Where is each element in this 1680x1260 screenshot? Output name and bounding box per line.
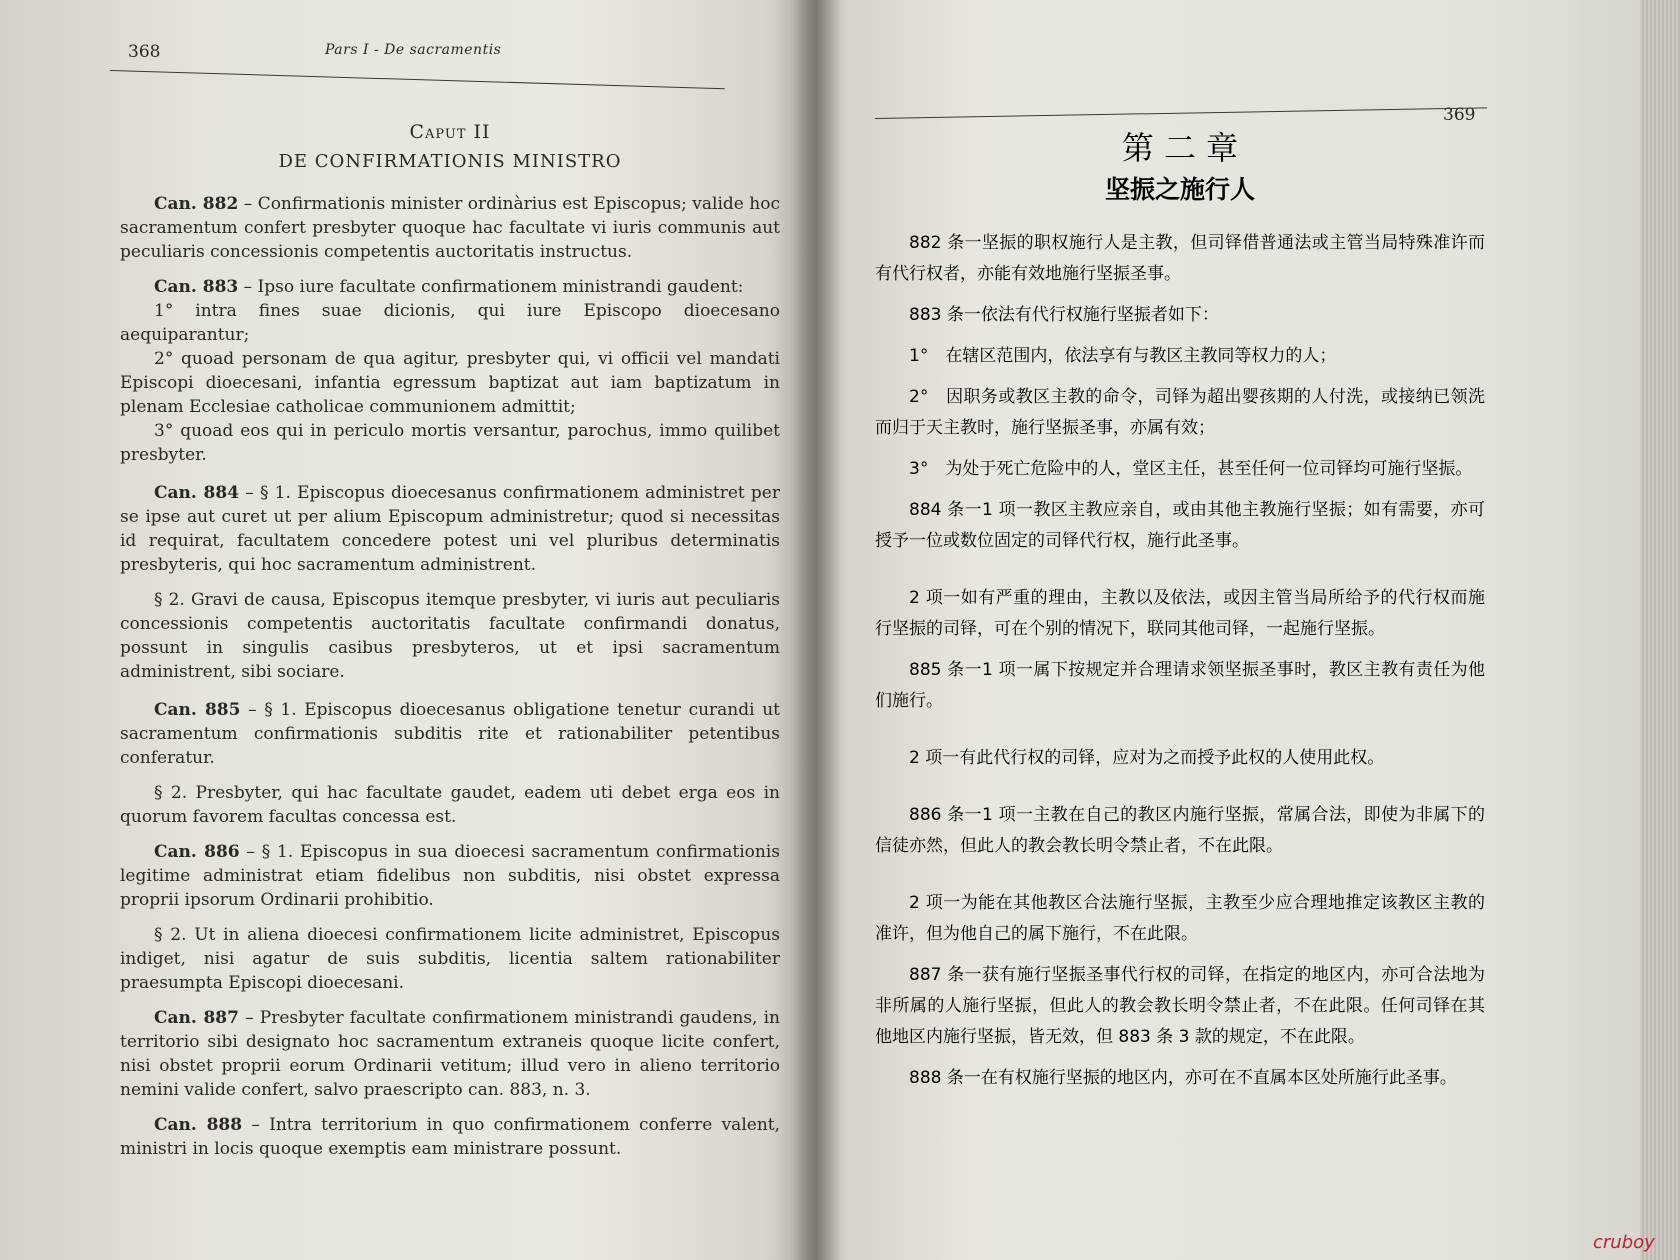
page-number-right: 369 — [1443, 105, 1476, 125]
chapter-title: DE CONFIRMATIONIS MINISTRO — [278, 151, 622, 172]
book-page-edges — [1640, 0, 1680, 1260]
cn-canon-883-item-3: 3° 为处于死亡危险中的人，堂区主任，甚至任何一位司铎均可施行坚振。 — [909, 459, 1473, 479]
canon-888: Can. 888 – Intra territorium in quo confirmationem conferre valent, ministri in locis quoque exemptis eam ministrare possunt. — [120, 1115, 780, 1159]
canon-885-p2: § 2. Presbyter, qui hac facultate gaudet, eadem uti debet erga eos in quorum favorem facultas concessa est. — [120, 783, 780, 827]
canon-887: Can. 887 – Presbyter facultate confirmationem ministrandi gaudens, in territorio sibi designato hoc sacramentum extraneis quoque licite confert, nisi obstet proprii eorum Ordinarii vetitum; illud vero in alieno territorio nemini valide confert, salvo praescripto can. 883, n. 3. — [120, 1008, 780, 1100]
canon-884-p1: Can. 884 – § 1. Episcopus dioecesanus confirmationem administret per se ipse aut curet ut per alium Episcopum administretur; quod si necessitas id requirat, facultatem concedere potest uni vel pluribus determinatis presbyteris, qui hoc sacramentum administrent. — [120, 483, 780, 575]
canon-882: Can. 882 – Confirmationis minister ordinàrius est Episcopus; valide hoc sacramentum confert presbyter quoque hac facultate vi iuris communis aut peculiaris concessionis competentis auctoritatis instructus. — [120, 194, 780, 262]
cn-canon-886-p1: 886 条一1 项一主教在自己的教区内施行坚振，常属合法，即使为非属下的信徒亦然，但此人的教会教长明令禁止者，不在此限。 — [875, 805, 1485, 856]
right-text-column — [875, 126, 1485, 1104]
cn-canon-888: 888 条一在有权施行坚振的地区内，亦可在不直属本区处所施行此圣事。 — [909, 1068, 1457, 1088]
header-rule — [110, 70, 725, 89]
cn-canon-882: 882 条一坚振的职权施行人是主教，但司铎借普通法或主管当局特殊准许而有代行权者，亦能有效地施行坚振圣事。 — [875, 233, 1485, 284]
canon-883-item-2: 2° quoad personam de qua agitur, presbyter qui, vi officii vel mandati Episcopi dioecesani, infantia egressum baptizat aut iam baptizatum in plenam Ecclesiae catholicae communionem admittit; — [120, 349, 780, 417]
left-text-column — [120, 120, 780, 1172]
canon-883-item-3: 3° quoad eos qui in periculo mortis versantur, parochus, immo quilibet presbyter. — [120, 421, 780, 465]
cn-canon-883-item-1: 1° 在辖区范围内，依法享有与教区主教同等权力的人； — [909, 346, 1337, 366]
canon-883-item-1: 1° intra fines suae dicionis, qui iure Episcopo dioecesano aequiparantur; — [120, 301, 780, 345]
cn-canon-883-item-2: 2° 因职务或教区主教的命令，司铎为超出婴孩期的人付洗，或接纳已领洗而归于天主教时，施行坚振圣事，亦属有效； — [875, 387, 1485, 438]
chapter-heading: Caput II — [409, 121, 491, 143]
chapter-title-cn: 坚振之施行人 — [1104, 175, 1255, 204]
canon-884-p2: § 2. Gravi de causa, Episcopus itemque presbyter, vi iuris aut peculiaris concessionis competentis auctoritatis facultate confirmandi donatus, possunt in singulis casibus presbyteros, ut et ipsi sacramentum administrent, sibi sociare. — [120, 590, 780, 682]
canon-886-p1: Can. 886 – § 1. Episcopus in sua dioecesi sacramentum confirmationis legitime administrat etiam fidelibus non subditis, nisi obstet expressa proprii ipsorum Ordinarii prohibitio. — [120, 842, 780, 910]
cn-canon-884-p1: 884 条一1 项一教区主教应亲自，或由其他主教施行坚振；如有需要，亦可授予一位或数位固定的司铎代行权，施行此圣事。 — [875, 500, 1485, 551]
running-head: Pars I - De sacramentis — [325, 42, 502, 58]
cn-canon-884-p2: 2 项一如有严重的理由，主教以及依法，或因主管当局所给予的代行权而施行坚振的司铎，可在个别的情况下，联同其他司铎，一起施行坚振。 — [875, 588, 1485, 639]
cn-canon-883: 883 条一依法有代行权施行坚振者如下： — [909, 305, 1219, 325]
chapter-heading-cn: 第 二 章 — [1121, 129, 1239, 167]
watermark: cruboy — [1593, 1232, 1655, 1253]
canon-885-p1: Can. 885 – § 1. Episcopus dioecesanus obligatione tenetur curandi ut sacramentum confirmationis subditis rite et rationabiliter petentibus conferatur. — [120, 700, 780, 768]
page-number-left: 368 — [128, 42, 161, 62]
left-page — [0, 0, 815, 1260]
canon-886-p2: § 2. Ut in aliena dioecesi confirmationem licite administret, Episcopus indiget, nisi agatur de suis subditis, licentia saltem rationabiliter praesumpta Episcopi dioecesani. — [120, 925, 780, 993]
book-gutter — [790, 0, 840, 1260]
canon-883: Can. 883 – Ipso iure facultate confirmationem ministrandi gaudent: — [154, 277, 744, 297]
cn-canon-885-p2: 2 项一有此代行权的司铎，应对为之而授予此权的人使用此权。 — [909, 748, 1385, 768]
cn-canon-887: 887 条一获有施行坚振圣事代行权的司铎，在指定的地区内，亦可合法地为非所属的人施行坚振，但此人的教会教长明令禁止者，不在此限。任何司铎在其他地区内施行坚振，皆无效，但 883 条 3 款的规定，不在此限。 — [875, 965, 1485, 1047]
cn-canon-886-p2: 2 项一为能在其他教区合法施行坚振，主教至少应合理地推定该教区主教的准许，但为他自己的属下施行，不在此限。 — [875, 893, 1485, 944]
header-rule-right — [875, 107, 1487, 119]
cn-canon-885-p1: 885 条一1 项一属下按规定并合理请求领坚振圣事时，教区主教有责任为他们施行。 — [875, 660, 1485, 711]
